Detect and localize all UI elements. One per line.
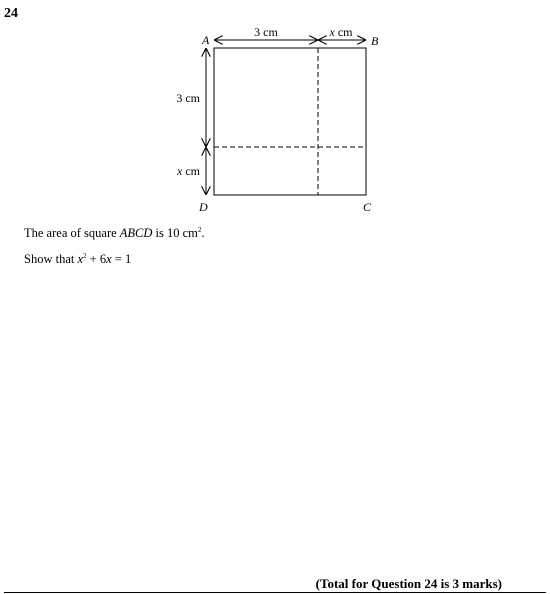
square-abcd [214,48,366,195]
vertex-b-label: B [371,34,379,48]
top-xcm-label: x cm [329,25,353,39]
bottom-rule [4,592,546,593]
vertex-c-label: C [363,200,372,214]
top-3cm-label: 3 cm [254,25,278,39]
left-xcm-label: x cm [177,164,200,178]
left-3cm-label: 3 cm [176,91,200,105]
area-statement: The area of square ABCD is 10 $cm^2$. [24,226,205,240]
vertex-d-label: D [199,200,208,214]
show-that-statement: Show that $x^2 + 6x = 1$ [24,252,132,266]
square-diagram [0,0,550,230]
total-marks: (Total for Question 24 is 3 marks) [315,576,502,591]
question-number: 24 [4,6,18,21]
vertex-a-label: A [202,33,210,47]
